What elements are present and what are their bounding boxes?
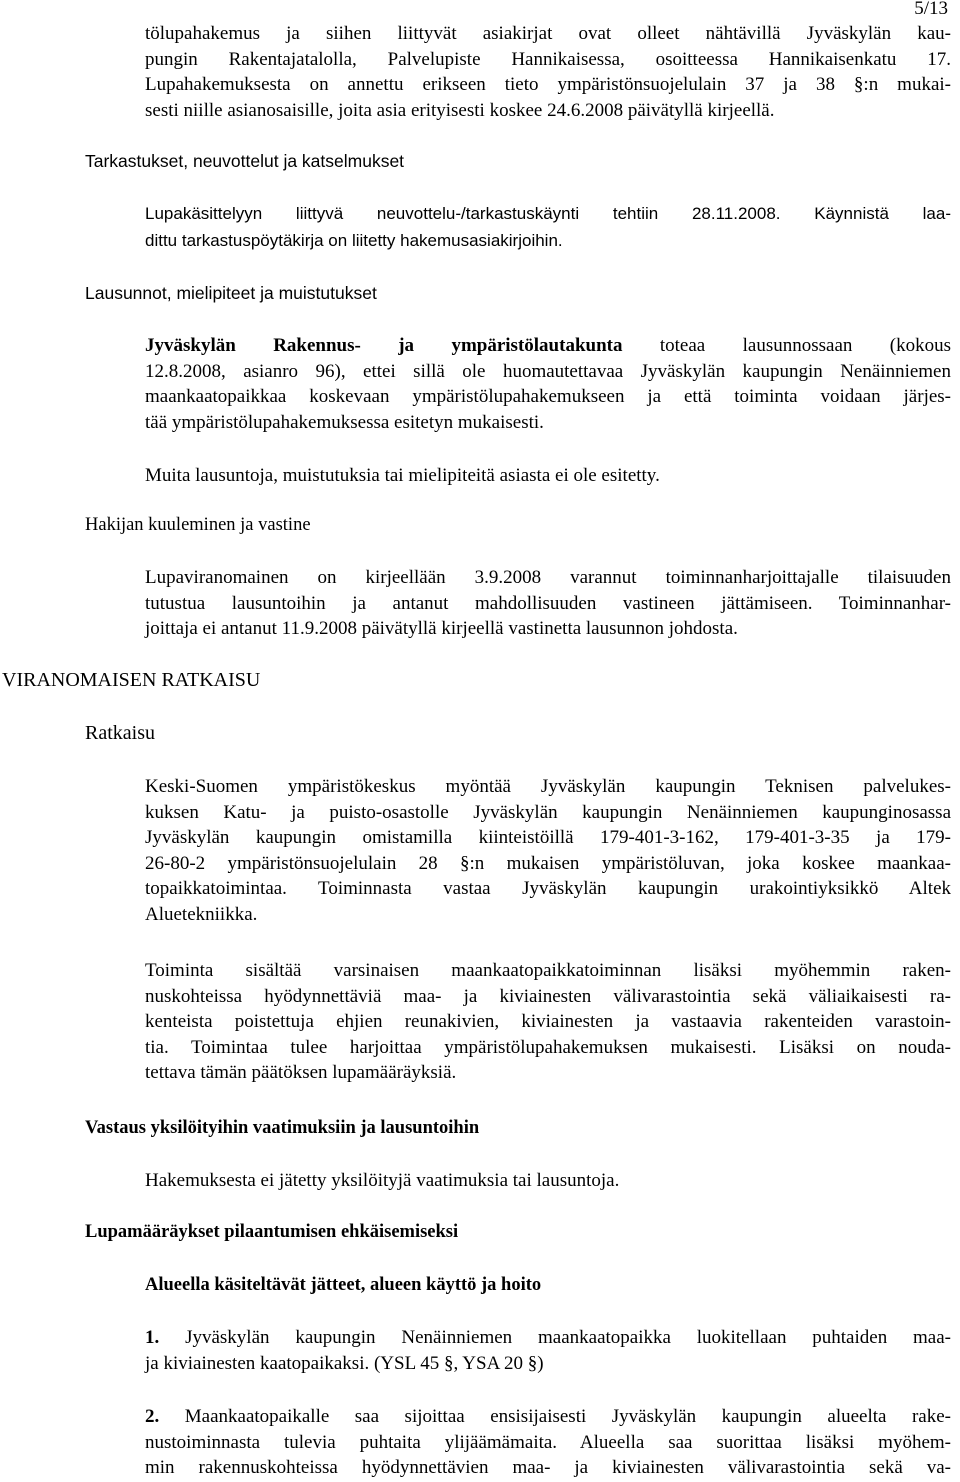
condition-line: ja kiviainesten kaatopaikaksi. (YSL 45 §, YSA 20 §) — [145, 1352, 544, 1374]
answers-heading: Vastaus yksilöityihin vaatimuksiin ja lausuntoihin — [85, 1118, 480, 1138]
condition-line: min rakennuskohteissa hyödynnettävien maa- ja kiviainesten välivarastointia sekä va- — [145, 1457, 951, 1478]
hearing-line: joittaja ei antanut 11.9.2008 päivätyllä kirjeellä vastinetta lausunnon johdosta. — [145, 618, 738, 639]
hearing-heading: Hakijan kuuleminen ja vastine — [85, 515, 311, 535]
inspections-paragraph — [145, 200, 951, 254]
decision-line: kenteista poistettuja ehjien reunakivien, kiviainesten ja vastaavia rakenteiden varastoin- — [145, 1011, 951, 1032]
page-number: 5/13 — [914, 0, 948, 19]
condition-text: Maankaatopaikalle saa sijoittaa ensisijaisesti Jyväskylän kaupungin alueelta rake- — [184, 1406, 951, 1427]
condition-item-2 — [145, 1404, 951, 1481]
hearing-paragraph — [145, 565, 951, 642]
statements-line: 12.8.2008, asianro 96), ettei sillä ole huomautettavaa Jyväskylän kaupungin Nenäinniemen — [145, 360, 951, 382]
decision-line: 26-80-2 ympäristönsuojelulain 28 §:n mukaisen ympäristöluvan, joka koskee maankaa- — [145, 852, 951, 874]
condition-line: nustoiminnasta tulevia puhtaita ylijäämämaita. Alueella saa suorittaa lisäksi myöhem- — [145, 1431, 951, 1453]
decision-line: nuskohteissa hyödynnettäviä maa- ja kiviainesten välivarastointia sekä väliaikaisesti ra- — [145, 985, 951, 1007]
decision-line: topaikkatoimintaa. Toiminnasta vastaa Jyväskylän kaupungin urakointiyksikkö Altek — [145, 878, 951, 899]
statements-heading: Lausunnot, mielipiteet ja muistutukset — [85, 283, 377, 303]
statements-line: maankaatopaikkaa koskevaan ympäristölupahakemukseen ja että toiminta voidaan järjes- — [145, 386, 951, 407]
decision-line: Aluetekniikka. — [145, 903, 258, 925]
authority-name: Jyväskylän Rakennus- ja ympäristölautakunta — [145, 335, 623, 356]
decision-paragraph-2 — [145, 958, 951, 1086]
statements-other: Muita lausuntoja, muistutuksia tai mielipiteitä asiasta ei ole esitetty. — [145, 465, 660, 486]
intro-line: sesti niille asianosaisille, joita asia erityisesti koskee 24.6.2008 päivätyllä kirjeellä. — [145, 99, 775, 121]
statements-line: tää ympäristölupahakemuksessa esitetyn mukaisesti. — [145, 411, 544, 433]
condition-text: Jyväskylän kaupungin Nenäinniemen maankaatopaikka luokitellaan puhtaiden maa- — [185, 1327, 951, 1348]
inspections-line: dittu tarkastuspöytäkirja on liitetty hakemusasiakirjoihin. — [145, 231, 563, 250]
decision-main-heading: VIRANOMAISEN RATKAISU — [2, 669, 261, 691]
statements-paragraph — [145, 333, 951, 435]
decision-sub-heading: Ratkaisu — [85, 722, 155, 744]
decision-line: kuksen Katu- ja puisto-osastolle Jyväskylän kaupungin Nenäinniemen kaupunginosassa — [145, 801, 951, 823]
decision-paragraph-1 — [145, 774, 951, 927]
inspections-line: Lupakäsittelyyn liittyvä neuvottelu-/tarkastuskäynti tehtiin 28.11.2008. Käynnistä laa- — [145, 204, 951, 223]
intro-line: pungin Rakentajatalolla, Palvelupiste Hannikaisessa, osoitteessa Hannikaisenkatu 17. — [145, 48, 951, 70]
hearing-line: Lupaviranomainen on kirjeellään 3.9.2008 varannut toiminnanharjoittajalle tilaisuuden — [145, 567, 951, 588]
decision-line: Keski-Suomen ympäristökeskus myöntää Jyväskylän kaupungin Teknisen palvelukes- — [145, 776, 951, 797]
decision-line: Jyväskylän kaupungin omistamilla kiinteistöillä 179-401-3-162, 179-401-3-35 ja 179- — [145, 827, 951, 848]
statement-first-line-rest: toteaa lausunnossaan (kokous — [659, 335, 951, 356]
condition-number: 2. — [145, 1406, 160, 1427]
decision-line: tia. Toimintaa tulee harjoittaa ympäristölupahakemuksen mukaisesti. Lisäksi on nouda- — [145, 1036, 951, 1058]
condition-line — [145, 1325, 951, 1351]
condition-item-1 — [145, 1325, 951, 1376]
decision-line: Toiminta sisältää varsinaisen maankaatopaikkatoiminnan lisäksi myöhemmin raken- — [145, 960, 951, 981]
answers-text: Hakemuksesta ei jätetty yksilöityjä vaatimuksia tai lausuntoja. — [145, 1170, 620, 1191]
intro-paragraph — [145, 21, 951, 123]
condition-line — [145, 1404, 951, 1430]
conditions-heading: Lupamääräykset pilaantumisen ehkäisemiseksi — [85, 1222, 459, 1242]
statements-first-line — [145, 333, 951, 359]
decision-line: tettava tämän päätöksen lupamääräyksiä. — [145, 1062, 457, 1083]
inspections-heading: Tarkastukset, neuvottelut ja katselmukset — [85, 151, 405, 171]
intro-line: tölupahakemus ja siihen liittyvät asiakirjat ovat olleet nähtävillä Jyväskylän kau- — [145, 23, 951, 44]
condition-number: 1. — [145, 1327, 160, 1348]
hearing-line: tutustua lausuntoihin ja antanut mahdollisuuden vastineen jättämiseen. Toiminnanhar- — [145, 592, 951, 614]
conditions-subheading: Alueella käsiteltävät jätteet, alueen käyttö ja hoito — [145, 1275, 542, 1295]
intro-line: Lupahakemuksesta on annettu erikseen tieto ympäristönsuojelulain 37 ja 38 §:n mukai- — [145, 74, 951, 95]
